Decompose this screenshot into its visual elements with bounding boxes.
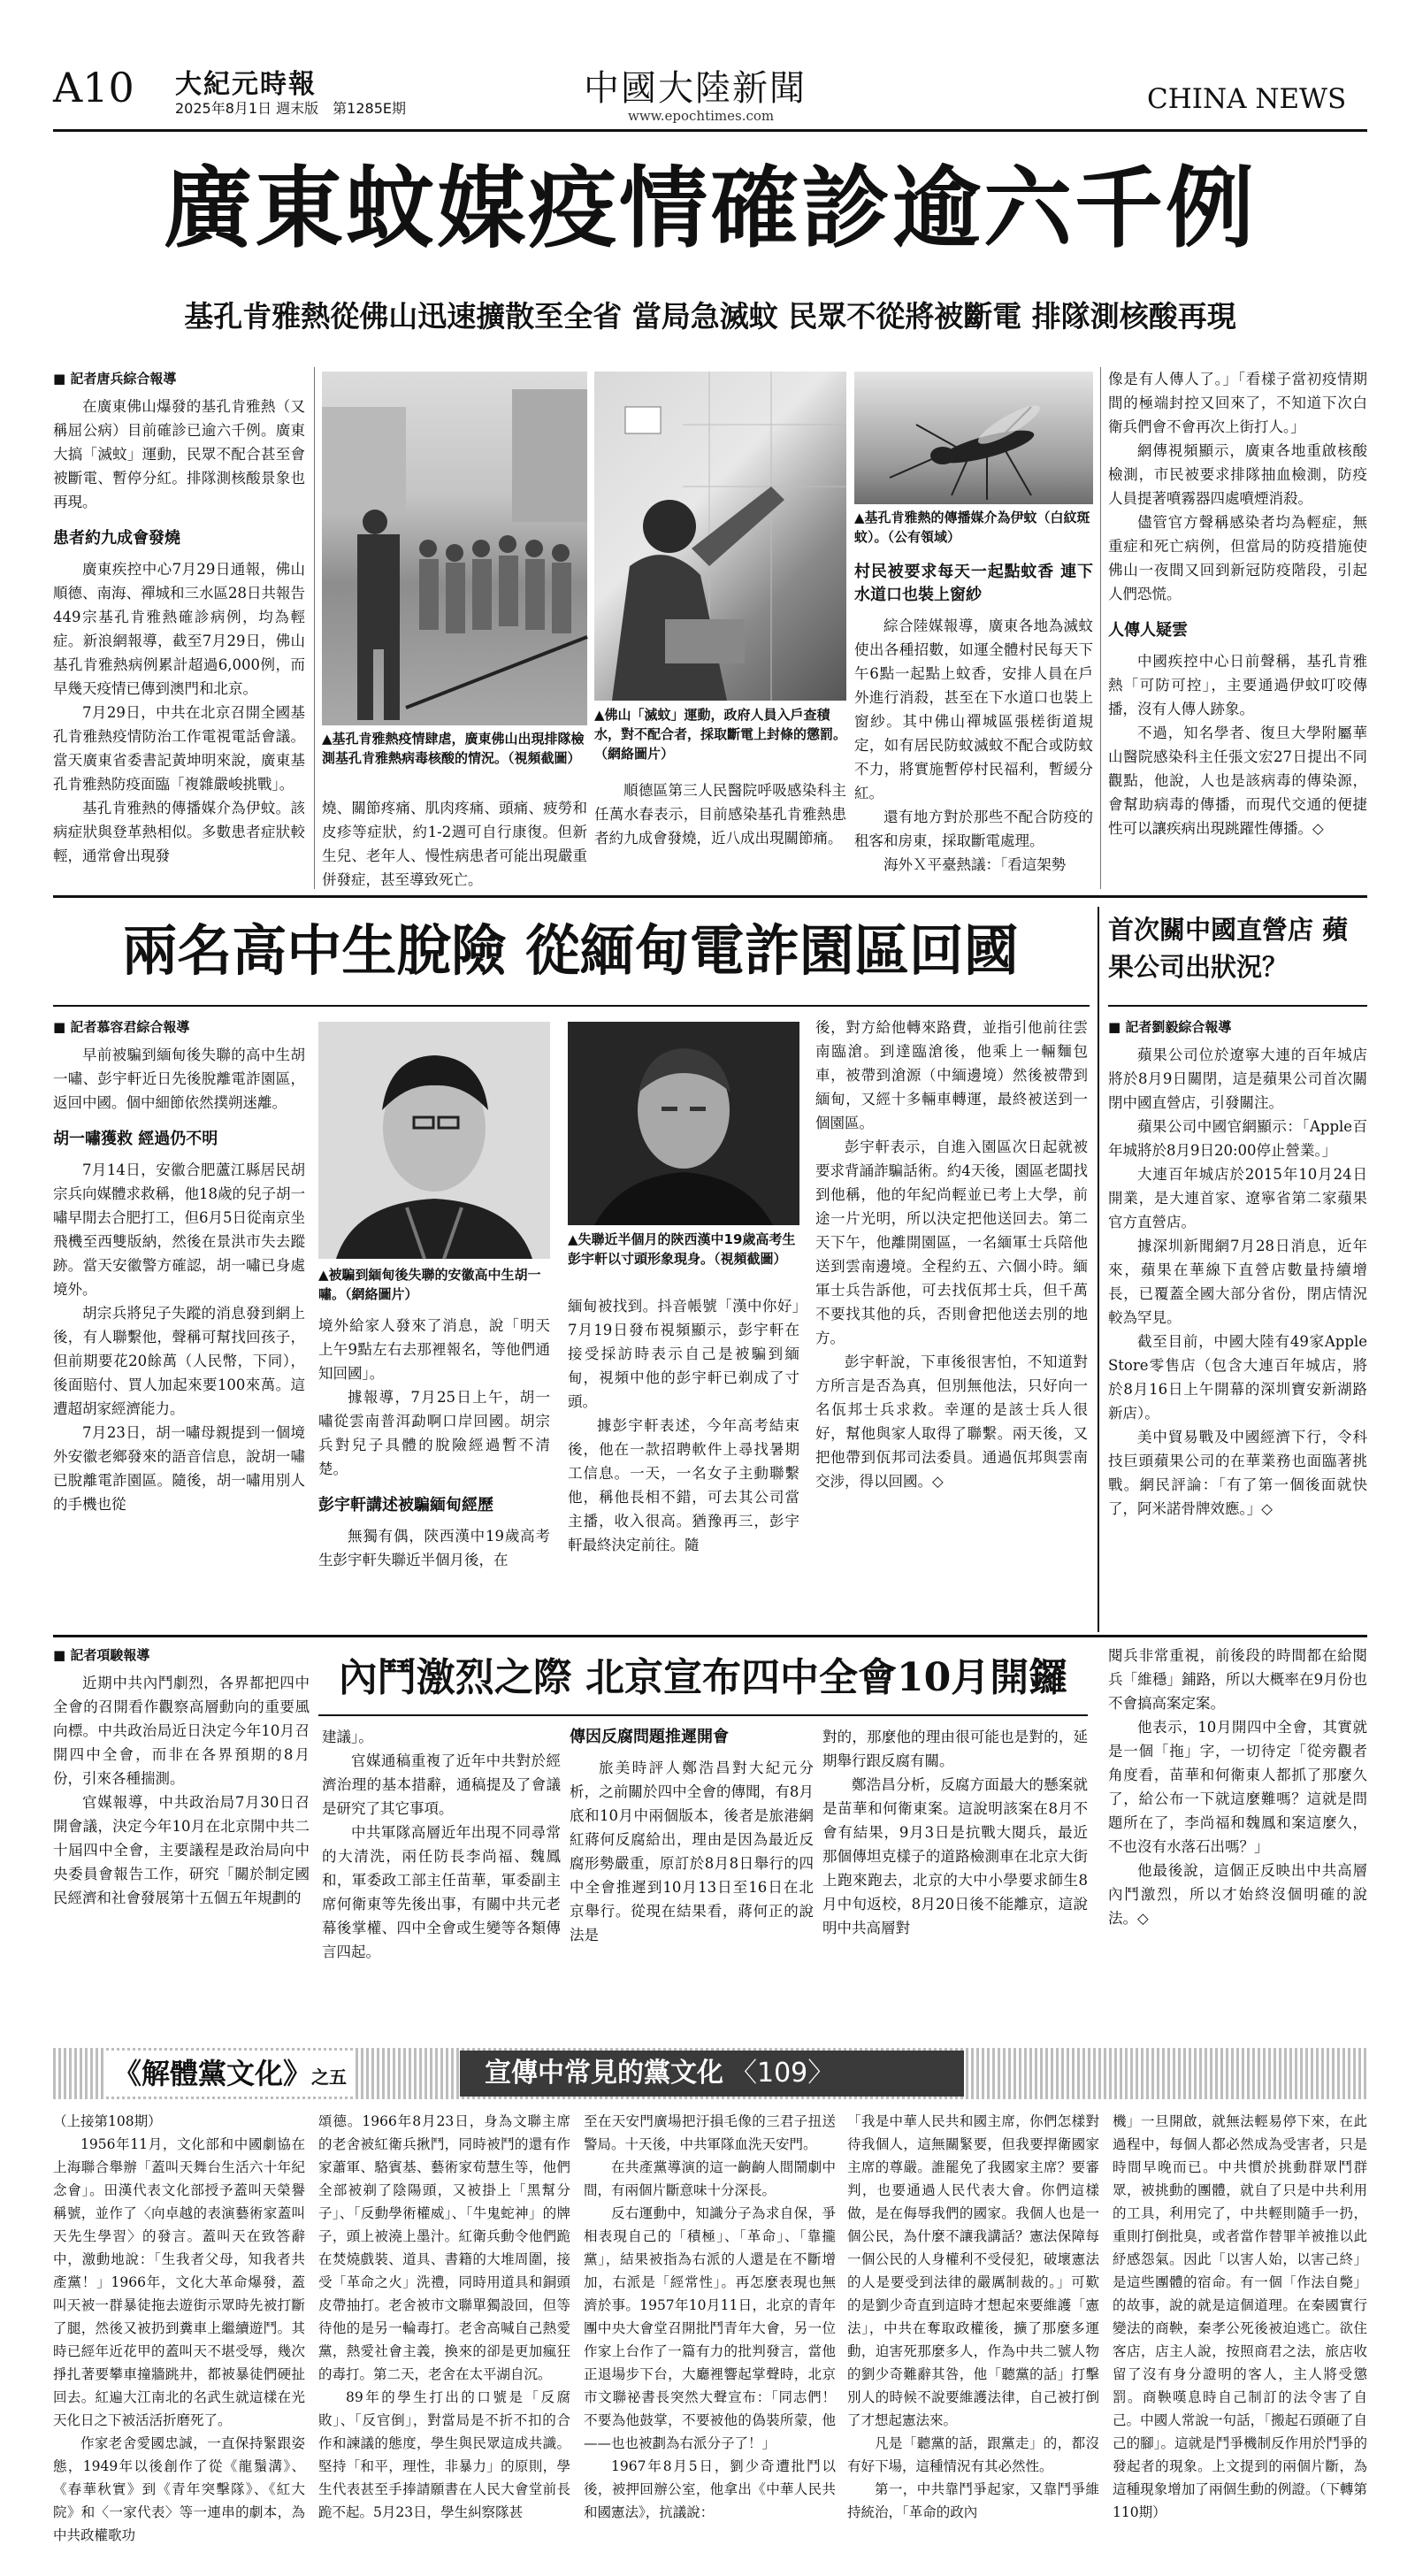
story2-headline: 兩名高中生脫險 從緬甸電詐園區回國 — [122, 918, 1019, 983]
paragraph: 像是有人傳人了。」「看樣子當初疫情期間的極端封控又回來了，不知道下次白衛兵們會不會再次上街打人。」 — [1108, 371, 1367, 435]
story2-byline: ■ 記者慕容君綜合報導 — [53, 1019, 190, 1035]
story1-subhead: 基孔肯雅熱從佛山迅速擴散至全省 當局急滅蚊 民眾不從將被斷電 排隊測核酸再現 — [184, 299, 1236, 334]
paper-name: 大紀元時報 — [175, 69, 317, 100]
photo-peng-yuxuan-caption: ▲失聯近半個月的陝西漢中19歲高考生彭宇軒以寸頭形象現身。（視頻截圖） — [568, 1231, 796, 1267]
paragraph: 境外給家人發來了消息，說「明天上午9點左右去那裡報名，等他們通知回國」。 — [318, 1317, 550, 1382]
paragraph: 至在天安門廣場把汙損毛像的三君子扭送警局。十天後，中共軍隊血洗天安門。 — [584, 2113, 836, 2152]
series-chapter: 之五 — [311, 2066, 348, 2088]
date-line: 2025年8月1日 週末版 第1285E期 — [175, 100, 406, 117]
photo-peng-yuxuan — [568, 1022, 799, 1225]
paragraph: 還有地方對於那些不配合防疫的租客和房東，採取斷電處理。 — [854, 809, 1093, 849]
paragraph: 89年的學生打出的口號是「反腐敗」、「反官倒」，對當局是不折不扣的合作和諫議的態度，學生與民眾這成共識。堅持「和平，理性，非暴力」的原則，學生代表甚至手捧請願書在人民大會堂前長跪不起。5月23日，學生糾察隊甚 — [318, 2389, 570, 2520]
paragraph: 凡是「聽黨的話，跟黨走」的，都沒有好下場，這種情況有其必然性。 — [847, 2435, 1099, 2474]
paragraph: 1967年8月5日，劉少奇遭批鬥以後，被押回辦公室，他拿出《中華人民共和國憲法》，抗議說： — [584, 2458, 836, 2520]
paragraph: 據報導，7月25日上午，胡一嘯從雲南普洱勐啊口岸回國。胡宗兵對兒子具體的脫險經過暫不清楚。 — [318, 1389, 550, 1477]
paragraph: 「我是中華人民共和國主席，你們怎樣對待我個人，這無關緊要，但我要捍衛國家主席的尊嚴。誰罷免了我國家主席？要審判，也要通過人民代表大會。你們這樣做，是在侮辱我們的國家。我個人也是一個公民，為什麼不讓我講話？憲法保障每一個公民的人身權利不受侵犯，破壞憲法的人是要受到法律的嚴厲制裁的。」可歎的是劉少奇直到這時才想起來要維護「憲法」，中共在奪取政權後，擴了那麼多運動，迫害死那麼多人，作為中共二號人物的劉少奇難辭其咎，他「聽黨的話」打擊別人的時候不說要維護法律，自己被打倒了才想起憲法來。 — [847, 2113, 1099, 2428]
column-divider — [314, 367, 315, 889]
paragraph: 綜合陸媒報導，廣東各地為滅蚊使出各種招數，如運全體村民每天下午6點一起點上蚊香，安排人員在戶外進行消殺，甚至在下水道口也裝上窗紗。其中佛山禪城區張槎街道規定，如有居民防蚊滅蚊不配合或防蚊不力，將實施暫停村民福利，暫緩分紅。 — [854, 617, 1093, 801]
paragraph: 7月23日，胡一嘯母親提到一個境外安徽老鄉發來的語音信息，說胡一嘯已脫離電詐園區。隨後，胡一嘯用別人的手機也從 — [53, 1424, 305, 1513]
photo-hu-yixiao — [318, 1022, 550, 1259]
story4-col5 — [1108, 1644, 1367, 2029]
photo-aedes-mosquito — [854, 372, 1093, 504]
photo-mosquito-inspection — [594, 372, 846, 701]
series-col4 — [847, 2110, 1099, 2534]
paragraph: 建議」。 — [322, 1729, 373, 1745]
story1-col5 — [1108, 367, 1367, 891]
story2-col3 — [568, 1294, 799, 1626]
website: www.epochtimes.com — [628, 108, 775, 124]
paragraph: 7月14日，安徽合肥蘆江縣居民胡宗兵向媒體求救稱，他18歲的兒子胡一嘯早閒去合肥打工，但6月5日從南京坐飛機至西雙版納，然後在景洪市失去蹤跡。當天安徽警方確認，胡一嘯已身處境外。 — [53, 1162, 305, 1298]
paragraph: 近期中共內鬥劇烈，各界都把四中全會的召開看作觀察高層動向的重要風向標。中共政治局近日決定今年10月召開四中全會，而非在各界預期的8月份，引來各種揣測。 — [53, 1675, 310, 1787]
paragraph: 第一，中共靠鬥爭起家，又靠鬥爭維持統治，「革命的政內 — [847, 2481, 1099, 2520]
headline-rule — [53, 1005, 1090, 1007]
series-topic-box — [460, 2051, 964, 2097]
paragraph: 鄭浩昌分析，反腐方面最大的懸案就是苗華和何衛東案。這說明該案在8月不會有結果，9月3日是抗戰大閱兵，最近那個傳坦克樣子的道路檢測車在北京大街上跑來跑去，北京的大中小學要求師生8月中旬返校，8月20日後不能離京，這說明中共高層對 — [822, 1776, 1088, 1936]
story2-col4 — [815, 1016, 1088, 1626]
photo-testing-queue — [322, 372, 587, 725]
masthead-rule — [53, 129, 1367, 132]
paragraph: 儘管官方聲稱感染者均為輕症，無重症和死亡病例，但當局的防疫措施使佛山一夜間又回到新冠防疫階段，引起人們恐慌。 — [1108, 514, 1367, 602]
paragraph: 據深圳新聞網7月28日消息，近年來，蘋果在華線下直營店數量持續增長，已覆蓋全國大部分省份，閉店情況較為罕見。 — [1108, 1238, 1367, 1326]
series-title — [106, 2051, 354, 2097]
section-rule — [53, 1635, 1367, 1637]
paragraph: 蘋果公司位於遼寧大連的百年城店將於8月9日關閉，這是蘋果公司首次關閉中國直營店，引發關注。 — [1108, 1046, 1367, 1111]
series-col5 — [1113, 2110, 1367, 2534]
column-divider — [1100, 367, 1101, 889]
story4-col4 — [822, 1725, 1088, 2029]
photo-aedes-mosquito-art — [854, 372, 1093, 504]
paragraph: 旅美時評人鄭浩昌對大紀元分析，之前關於四中全會的傳聞，有8月底和10月中兩個版本，後者是旅港網紅蔣何反腐給出，理由是因為最近反腐形勢嚴重，原訂於8月8日舉行的四中全會推遲到10月13日至16日在北京舉行。從現在結果看，蔣何正的說法是 — [570, 1760, 814, 1944]
story2-col2 — [318, 1314, 550, 1626]
series-col3 — [584, 2110, 836, 2534]
paragraph: 不過，知名學者、復旦大學附屬華山醫院感染科主任張文宏27日提出不同觀點，他說，人也是該病毒的傳染源，會幫助病毒的傳播，而現代交通的便捷性可以讓疾病出現跳躍性傳播。◇ — [1108, 724, 1367, 837]
paragraph: 截至目前，中國大陸有49家Apple Store零售店（包含大連百年城店，將於8月16日上午開幕的深圳寶安新湖路新店）。 — [1108, 1333, 1367, 1422]
paragraph: 在共產黨導演的這一齣齣人間鬧劇中間，有兩個片斷意味十分深長。 — [584, 2159, 836, 2198]
photo-peng-yuxuan-art — [568, 1022, 799, 1225]
story2-subhead-1: 胡一嘯獲救 經過仍不明 — [53, 1130, 218, 1148]
story1-byline: ■ 記者唐兵綜合報導 — [53, 371, 177, 387]
story4-subhead-1: 傳因反腐問題推遲開會 — [570, 1728, 729, 1746]
story1-subhead-2: 村民被要求每天一起點蚊香 連下水道口也裝上窗紗 — [854, 563, 1093, 604]
story1-col1 — [53, 367, 305, 891]
series-col2 — [318, 2110, 570, 2534]
photo-hu-yixiao-caption: ▲被騙到緬甸後失聯的安徽高中生胡一嘯。（網絡圖片） — [318, 1267, 541, 1302]
paragraph: 網傳視頻顯示，廣東各地重啟核酸檢測，市民被要求排隊抽血檢測，防疫人員提著噴霧器四處噴煙消殺。 — [1108, 442, 1367, 507]
paragraph: 蘋果公司中國官網顯示：「Apple百年城將於8月9日20:00停止營業。」 — [1108, 1118, 1367, 1159]
paragraph: 基孔肯雅熱的傳播媒介為伊蚊。該病症狀與登革熱相似。多數患者症狀較輕，通常會出現發 — [53, 800, 305, 864]
photo-aedes-mosquito-caption: ▲基孔肯雅熱的傳播媒介為伊蚊（白紋斑蚊）。（公有領域） — [854, 510, 1090, 545]
headline-rule — [1108, 1005, 1367, 1007]
paragraph: （上接第108期） — [53, 2113, 162, 2129]
story1-subhead-3: 人傳人疑雲 — [1108, 621, 1188, 640]
story1-col4 — [854, 557, 1093, 891]
paragraph: 彭宇軒說，下車後很害怕，不知道對方所言是否為真，但別無他法，只好向一名佤邦士兵求救。幸運的是該士兵人很好，幫他與家人取得了聯繫。兩天後，又把他帶到佤邦司法委員。通過佤邦與雲南交涉，得以回國。◇ — [815, 1353, 1088, 1490]
paragraph: 早前被騙到緬甸後失聯的高中生胡一嘯、彭宇軒近日先後脫離電詐園區，返回中國。個中細節依然撲朔迷離。 — [53, 1046, 305, 1111]
paragraph: 胡宗兵將兒子失蹤的消息發到網上後，有人聯繫他，聲稱可幫找回孩子，但前期要花20餘萬（人民幣，下同），後面賠付、買人加起來要100來萬。這遭超胡家經濟能力。 — [53, 1305, 305, 1417]
series-col1 — [53, 2110, 305, 2543]
paragraph: 大連百年城店於2015年10月24日開業，是大連首家、遼寧省第二家蘋果官方直營店。 — [1108, 1166, 1367, 1230]
story4-byline: ■ 記者項駿報導 — [53, 1647, 150, 1663]
story4-col2 — [322, 1725, 561, 2029]
paragraph: 中共軍隊高層近年出現不同尋常的大清洗，兩任防長李尚福、魏鳳和，軍委政工部主任苗華，軍委副主席何衛東等先後出事，有關中共元老幕後掌權、四中全會或生變等各類傳言四起。 — [322, 1824, 561, 1960]
paragraph: 他最後說，這個正反映出中共高層內鬥激烈，所以才始終沒個明確的說法。◇ — [1108, 1862, 1367, 1927]
story1-col3 — [594, 778, 846, 889]
story4-headline: 內鬥激烈之際 北京宣布四中全會10月開鑼 — [338, 1655, 1068, 1700]
paragraph: 作家老舍愛國忠誠，一直保持緊跟姿態，1949年以後創作了從《龍鬚溝》、《春華秋實》到《青年突擊隊》、《紅大院》和〈一家代表〉等一連串的劇本，為中共政權歌功 — [53, 2435, 305, 2543]
paragraph: 順德區第三人民醫院呼吸感染科主任萬水春表示，目前感染基孔肯雅熱患者約九成會發燒，近八成出現關節痛。 — [594, 782, 846, 847]
paragraph: 對的，那麼他的理由很可能也是對的，延期舉行跟反腐有關。 — [822, 1729, 1088, 1769]
paragraph: 後，對方給他轉來路費，並指引他前往雲南臨滄。到達臨滄後，他乘上一輛麵包車，被帶到滄源（中緬邊境）然後被帶到緬甸，又經十多輛車轉運，最終被送到一個園區。 — [815, 1019, 1088, 1131]
paragraph: 1956年11月，文化部和中國劇協在上海聯合舉辦「蓋叫天舞台生活六十年紀念會」。田漢代表文化部授予蓋叫天榮譽稱號，並作了〈向卓越的表演藝術家蓋叫天先生學習〉的發言。蓋叫天在致答辭中，激動地說：「生我者父母，知我者共產黨！」1966年，文化大革命爆發，蓋叫天被一群暴徒拖去遊街示眾時先被打斷了腿，然後又被扔到糞車上繼續遊鬥。其時已經年近花甲的蓋叫天不堪受辱，幾次掙扎著要攀車撞牆跳井，都被暴徒們硬扯回去。紅遍大江南北的名武生就這樣在光天化日之下被活活折磨死了。 — [53, 2136, 305, 2428]
story3-byline: ■ 記者劉毅綜合報導 — [1108, 1019, 1232, 1035]
paragraph: 彭宇軒表示，自進入園區次日起就被要求背誦詐騙話術。約4天後，園區老闆找到他稱，他的年紀尚輕並已考上大學，前途一片光明，所以決定把他送回去。第二天下午，他離開園區，一名緬軍士兵陪他送到雲南邊境。全程約五、六個小時。緬軍士兵告訴他，可去找佤邦士兵，但千萬不要找其他的兵，否則會把他送去別的地方。 — [815, 1138, 1088, 1346]
story3-col1 — [1108, 1016, 1367, 1626]
story3-headline: 首次關中國直營店 蘋果公司出狀況？ — [1108, 915, 1349, 982]
paragraph: 官媒報導，中共政治局7月30日召開會議，決定今年10月在北京開中共二十屆四中全會，主要議程是政治局向中央委員會報告工作，研究「關於制定國民經濟和社會發展第十五個五年規劃的 — [53, 1794, 310, 1906]
photo-hu-yixiao-art — [318, 1022, 550, 1259]
paragraph: 機」一旦開啟，就無法輕易停下來，在此過程中，每個人都必然成為受害者，只是時間早晚而已。中共慣於挑動群眾鬥群眾，被挑動的團體，就自了只是中共利用的工具，利用完了，中共輕則隨手一扔，重則打倒批臭，或者當作替罪羊被推以此紓感怨氣。因此「以害人始，以害己終」是這些團體的宿命。有一個「作法自斃」的故事，說的就是這個道理。在秦國實行變法的商鞅，秦孝公死後被迫逃亡。欲住客店，店主人說，按照商君之法，旅店收留了沒有身分證明的客人，主人將受懲罰。商鞅嘆息時自己制訂的法令害了自己。中國人常說一句話，「搬起石頭砸了自己的腳」。這就是鬥爭機制反作用於鬥爭的發起者的現象。上文提到的兩個片斷，為這種現象增加了兩個生動的例證。（下轉第110期） — [1113, 2113, 1367, 2520]
series-episode: 〈109〉 — [730, 2058, 835, 2089]
paragraph: 閱兵非常重視，前後段的時間都在給閱兵「維穩」鋪路，所以大概率在9月份也不會搞高案定案。 — [1108, 1647, 1367, 1712]
paragraph: 官媒通稿重複了近年中共對於經濟治理的基本措辭，通稿提及了會議是研究了其它事項。 — [322, 1752, 561, 1817]
section-rule — [53, 895, 1367, 898]
series-name: 《解體黨文化》 — [113, 2057, 312, 2090]
paragraph: 中國疾控中心日前聲稱，基孔肯雅熱「可防可控」，主要通過伊蚊叮咬傳播，沒有人傳人跡象。 — [1108, 653, 1367, 717]
paragraph: 無獨有偶，陝西漢中19歲高考生彭宇軒失聯近半個月後，在 — [318, 1528, 550, 1568]
photo-testing-queue-art — [322, 372, 587, 725]
paragraph: 7月29日，中共在北京召開全國基孔肯雅熱疫情防治工作電視電話會議。當天廣東省委書記黃坤明來說，廣東基孔肯雅熱防疫面臨「複雜嚴峻挑戰」。 — [53, 704, 305, 793]
paragraph: 據彭宇軒表述，今年高考結束後，他在一款招聘軟件上尋找暑期工信息。一天，一名女子主動聯繫他，稱他長相不錯，可去其公司當主播，收入很高。猶豫再三，彭宇軒最終決定前往。隨 — [568, 1417, 799, 1553]
paragraph: 緬甸被找到。抖音帳號「漢中你好」7月19日發布視頻顯示，彭宇軒在接受採訪時表示自己是被騙到緬甸，視頻中他的彭宇軒已剃成了寸頭。 — [568, 1298, 799, 1410]
story2-subhead-2: 彭宇軒講述被騙緬甸經歷 — [318, 1496, 493, 1514]
story4-col1 — [53, 1644, 310, 2029]
section-en: CHINA NEWS — [1147, 83, 1347, 115]
paragraph: 他表示，10月開四中全會，其實就是一個「拖」字，一切待定「從旁觀者角度看，苗華和何衛東人都抓了那麼久了，給公布一下就這麼難嗎？這就是問題所在了，李尚福和魏鳳和案這麼久，不也沒有水落石出嗎？」 — [1108, 1719, 1367, 1855]
story1-subhead-1: 患者約九成會發燒 — [53, 529, 180, 548]
paragraph: 反右運動中，知識分子為求自保，爭相表現自己的「積極」、「革命」、「靠攏黨」，結果被指為右派的人還是在不斷增加，右派是「經常性」。再怎麼表現也無濟於事。1957年10月11日，北京的青年團中央大會堂召開批鬥青年大會，另一位作家上台作了一篇有力的批判發言，當他正退場步下台，大廳裡響起掌聲時，北京市文聯祕書長突然大聲宣布：「同志們！不要為他鼓掌，不要被他的偽裝所蒙，他——也也被劃為右派分子了！」 — [584, 2205, 836, 2451]
paragraph: 海外Ｘ平臺熱議：「看這架勢 — [883, 856, 1067, 873]
paragraph: 燒、關節疼痛、肌肉疼痛、頭痛、疲勞和皮疹等症狀，約1-2週可自行康復。但新生兒、老年人、慢性病患者可能出現嚴重併發症，甚至導致死亡。 — [322, 800, 587, 888]
page-number: A10 — [53, 64, 134, 111]
column-divider — [1098, 907, 1099, 1632]
photo-mosquito-inspection-art — [594, 372, 846, 701]
story1-headline: 廣東蚊媒疫情確診逾六千例 — [164, 156, 1257, 260]
paragraph: 美中貿易戰及中國經濟下行，令科技巨頭蘋果公司的在華業務也面臨著挑戰。網民評論：「有了第一個後面就快了，阿米諾骨牌效應。」◇ — [1108, 1429, 1367, 1517]
paragraph: 在廣東佛山爆發的基孔肯雅熱（又稱屈公病）目前確診已逾六千例。廣東大搞「滅蚊」運動，民眾不配合甚至會被斷電、暫停分紅。排隊測核酸景象也再現。 — [53, 398, 305, 510]
story2-col1 — [53, 1016, 305, 1626]
paragraph: 廣東疾控中心7月29日通報，佛山順德、南海、禪城和三水區28日共報告449宗基孔肯雅熱確診病例，均為輕症。新浪網報導，截至7月29日，佛山基孔肯雅熱病例累計超過6,000例，而早幾天疫情已傳到澳門和北京。 — [53, 561, 305, 697]
photo-mosquito-inspection-caption: ▲佛山「滅蚊」運動，政府人員入戶查積水，對不配合者，採取斷電上封條的懲罰。（網絡圖片） — [594, 707, 847, 762]
story4-col3 — [570, 1725, 814, 2029]
photo-testing-queue-caption: ▲基孔肯雅熱疫情肆虐，廣東佛山出現排隊檢測基孔肯雅熱病毒核酸的情況。（視頻截圖） — [322, 731, 585, 766]
story1-col2 — [322, 796, 587, 889]
series-topic: 宣傳中常見的黨文化 — [485, 2058, 723, 2089]
headline-rule — [318, 1714, 1088, 1716]
paragraph: 頌德。1966年8月23日，身為文聯主席的老舍被紅衛兵揪鬥，同時被鬥的還有作家蕭軍、駱賓基、藝術家荀慧生等，他們全部被剃了陰陽頭，又被掛上「黑幫分子」、「反動學術權威」、「牛鬼蛇神」的牌子，頭上被澆上墨汁。紅衛兵動令他們跪在焚燒戲裝、道具、書籍的大堆周圍，接受「革命之火」洗禮，同時用道具和銅頭皮帶抽打。老舍被市文聯單獨設回，但等待他的是另一輪毒打。老舍高喊自己熱愛黨，熱愛社會主義，換來的卻是更加瘋狂的毒打。第二天，老舍在太平湖自沉。 — [318, 2113, 570, 2382]
section-title: 中國大陸新聞 — [584, 68, 807, 109]
